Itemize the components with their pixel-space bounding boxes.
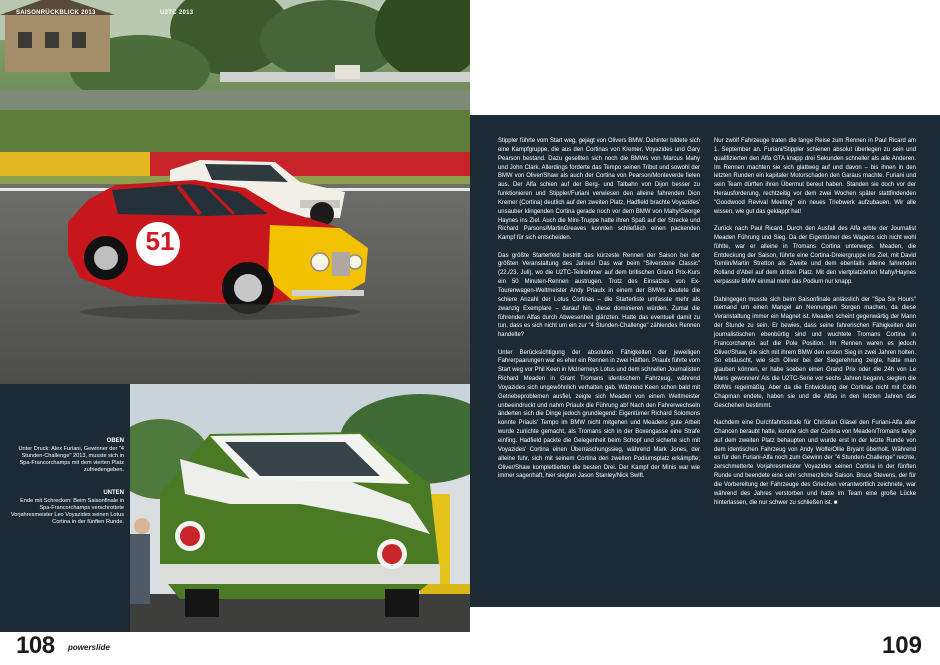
paragraph: Stippler führte vom Start weg, gejagt von Olivers BMW. Dahinter bildete sich eine Kampfgruppe, die aus den Cortinas von Kremer, Voyazides und Gary Pearson bestand. Dazu gesellten sich noch die BMWs von Marcus Mahy und John Clark. Allerdings forderte das Tempo seinen Tribut und sowohl der BMW von Oliver/Shaw als auch der Cortina von Pearson/Monteverde fielen aus. Der Alfa schien auf der Berg- und Talbahn von Dijon besser zu funktionieren und Stippler/Furiani verwiesen den alleine fahrenden Dion Kremer (Cortina) deutlich auf den zweiten Platz, Hadfield brachte Voyazides' unsauber klingenden Cortina gerade noch vor dem BMW von Mahy/George Haynes ins Ziel. Auch die Mini-Truppe hatte ihren Spaß auf der Strecke und Richard Parsons/MartinGreaves konnten schließlich einen packenden Kampf für sich entscheiden.	[498, 138, 700, 242]
article-column-left	[498, 137, 700, 490]
caption-bottom-text: Ende mit Schrecken: Beim Saisonfinale in Spa-Francorchamps verschrottete Vorjahresmeister Leo Voyazides seinen Lotus Cortina in der fünften Runde.	[10, 498, 124, 525]
caption-top-heading: OBEN	[106, 438, 124, 444]
paragraph: Nachdem eine Durchfahrtsstrafe für Christian Gläsel den Furiani-Alfa aller Chancen beraubt hatte, konnte sich der Cortina von Meaden/Tromans lange auf dem zweiten Platz behaupten und wurde erst in der letzte Runde von dem identischen Fahrzeug von Andy Wolfe/Ollie Bryant überholt. Während es für den Furiani-Alfa noch zum Gewinn der "4 Stunden-Challenge" reichte, zerschmetterte Vorjahresmeister Voyazides seinen Cortina in der fünften Runde und beendete eine sehr schmerzliche Saison. Bruce Stevens, der für die Vorbereitung der Fahrzeuge des Griechen verantwortlich zeichnete, war während des Jahres verstorben und hatte im Team eine große Lücke hinterlassen, die nur schwer zu schließen ist. ■	[714, 419, 916, 506]
caption-top-text: Unter Druck: Alex Furiani, Gewinner der "4 Stunden-Challenge" 2013, musste sich in Spa-Francorchamps mit dem vierten Platz zufriedengeben.	[18, 446, 124, 473]
paragraph: Nur zwölf Fahrzeuge traten die lange Reise zum Rennen in Paul Ricard am 1. September an. Furiani/Stippler schienen absolut überlegen zu sein und qualifizierten den Alfa GTA knapp drei Sekunden schneller als alle Anderen. Im Rennen machten sie sich glattweg auf und davon – bis ihnen in den letzten Runden ein kapitaler Motorschaden den Garaus machte. Furiani und sein Team dürften ihren Übermut bereut haben. Standen sie doch vor der Herausforderung, rechtzeitig vor dem zwei Wochen später stattfindenden "Goodwood Revival Meeting" ein neues Triebwerk aufzubauen. Wir alle wissen, wie gut das geklappt hat!	[714, 138, 916, 215]
photo-alfa-racing	[0, 0, 470, 384]
car-number: 51	[145, 226, 175, 256]
paragraph: Zurück nach Paul Ricard. Durch den Ausfall des Alfa erbte der Journalist Meaden Führung und Sieg. Da der Eigentümer des Wagens sich nicht wohl fühlte, war er alleine in Tromans Cortina unterwegs. Meaden, die Entdeckung der Saison, führte eine Cortina-Dreiergruppe ins Ziel, mit David Tomlin/Martin Stretton als Zweite und dem ebenfalls alleine fahrenden Rolland d'Abel auf dem dritten Platz. Mit den viertplatzierten Mahy/Haynes verpasste BMW einmal mehr das Podium nur knapp.	[714, 226, 916, 286]
caption-bottom-heading: UNTEN	[103, 490, 124, 496]
caption-bottom	[10, 490, 124, 526]
page-number-left: 108	[16, 632, 55, 659]
section-label-left: SAISONRÜCKBLICK 2013	[16, 10, 96, 16]
paragraph: Unter Berücksichtigung der absoluten Fähigkeiten der jeweiligen Fahrerpaarungen war es eher ein Rennen in zwei Hälften. Priaulx führte vom Start weg vor Phil Keen in McInerneys Lotus und dem schnellen Journalisten Richard Meaden in Grant Tromans identischem Fahrzeug, während Voyazides sich ungewöhnlich verhalten gab. Während Keen schon bald mit Getriebeproblemen ausfiel, zeigte sich Meaden von einem Weltmeister unbeeindruckt und nahm Priaulx die Führung ab! Nach den Fahrerwechseln änderten sich die Dinge jedoch grundlegend: Eigentümer Richard Solomons konnte Priauls' Tempo im BMW nicht mitgehen und Meadens gute Arbeit wurde zunichte gemacht, als Tromans sich in der Boxengasse eine Strafe einfing. Hadfield packte die Gelegenheit beim Schopf und sicherte sich mit Voyazides' Cortina einen Überraschungssieg, während Mark Jones, der alleine fuhr, sich mit seinem Cortina den zweiten Podiumsplatz erkämpfte; Oliver/Shaw komplettierten die besten Drei. Der Kampf der Minis war wie immer sagenhaft, hier siegten Jason Stanley/Nick Swift.	[498, 349, 700, 480]
article-column-right	[714, 137, 916, 516]
page-number-right: 109	[881, 632, 922, 659]
wrecked-cortina-illustration	[130, 384, 470, 632]
brand-logo: powerslide	[68, 643, 110, 652]
caption-top	[10, 438, 124, 474]
section-label-right: U2TC 2013	[160, 10, 194, 16]
alfa-racing-illustration	[0, 0, 470, 384]
paragraph: Dahingegen musste sich beim Saisonfinale anlässlich der "Spa Six Hours" niemand um einen Mangel an Nennungen Sorgen machen, da diese Veranstaltung immer ein Magnet ist. Meaden scheint gegenwärtig der Mann der Stunde zu sein. Er bewies, dass seine fahrerischen Fähigkeiten den journalistischen ebenbürtig sind und wuchtete Tromans Cortina in Francorchamps auf die Pole Position. Im Rennen waren es jedoch Oliver/Shaw, die sich mit ihrem BMW den ersten Sieg in zwei Jahren holten. So ebtäuscht, wie sich Oliver bei der Siegerehrung zeigte, hätte man glauben können, er habe soeben einen Grand Prix oder die 24h von Le Mans gewonnen! Als die U2TC-Serie vor sechs Jahren begann, siegten die BMWs regelmäßig. Aber da die Entwicklung der Cortinas nicht mit Colin Chapman endete, haben sie und die Alfas in den letzten Jahren das Geschehen bestimmt.	[714, 296, 916, 409]
photo-wrecked-cortina	[130, 384, 470, 632]
paragraph: Das größte Starterfeld bestritt das kürzeste Rennen der Saison bei der größten Veranstaltung des Jahres! Das war beim "Silverstone Classic" (22./23. Juli), wo die U2TC-Teilnehmer auf dem britischen Grand Prix-Kurs ein 50 Minuten-Rennen austrugen. Trotz des Einsatzes von Ex-Tourenwagen-Weltmeister Andy Priaulx in einem der BMWs deutete die schiere Anzahl der Lotus Cortinas – die Starterliste umfasste mehr als zwanzig Exemplare – darauf hin, diese dominieren würden. Zumal die führenden Alfas durch Abwesenheit glänzten. Hatte das eventuell damit zu tun, dass es sich nicht um ein zur "4 Stunden-Challenge" zählendes Rennen handelte?	[498, 252, 700, 339]
